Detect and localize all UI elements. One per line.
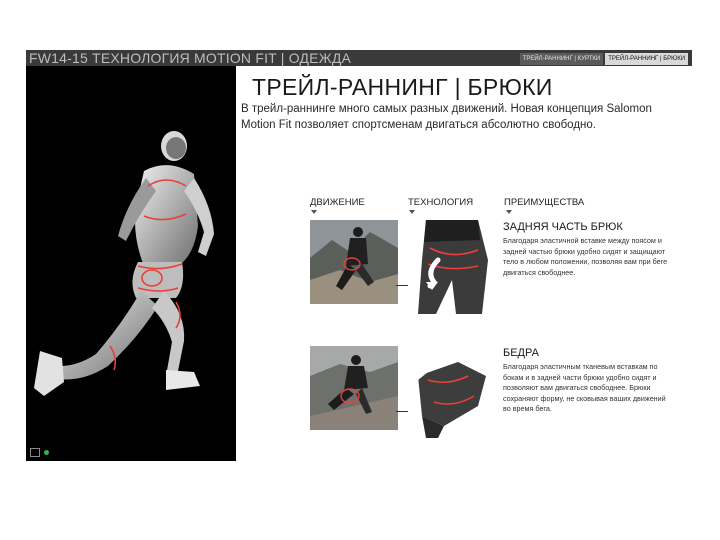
hips-section-title: БЕДРА — [503, 347, 539, 359]
movement-photo-hips — [310, 346, 398, 430]
chevron-down-icon — [311, 210, 317, 214]
hips-section-text: Благодаря эластичным тканевым вставкам по бокам и в задней части брюки удобно сидят и позволяют вам двигаться свободнее. Брюки сохраняют форму, не сковывая ваших движений во время бега. — [503, 362, 666, 413]
tab-jackets[interactable]: ТРЕЙЛ-РАННИНГ | КУРТКИ — [520, 53, 604, 65]
movement-photo-rear — [310, 220, 398, 304]
connector-line — [396, 411, 408, 412]
header-bar — [26, 50, 692, 66]
column-label-benefits: ПРЕИМУЩЕСТВА — [504, 197, 585, 208]
rear-section-text: Благодаря эластичной вставке между поясом и задней частью брюки удобно сидят и защищают тело в любом положении, позволяя вам при беге двигаться свободнее. — [503, 236, 668, 277]
rear-section-title: ЗАДНЯЯ ЧАСТЬ БРЮК — [503, 221, 623, 233]
tab-bar — [520, 53, 688, 65]
column-label-movement: ДВИЖЕНИЕ — [310, 197, 365, 208]
page-title: FW14-15 ТЕХНОЛОГИЯ MOTION FIT | ОДЕЖДА — [29, 50, 352, 66]
technology-photo-rear — [408, 220, 496, 314]
panel-controls — [30, 448, 49, 457]
monitor-icon[interactable] — [30, 448, 40, 457]
runner-illustration — [26, 66, 236, 461]
chevron-down-icon — [506, 210, 512, 214]
intro-text: В трейл-раннинге много самых разных движений. Новая концепция Salomon Motion Fit позволяет спортсменам двигаться абсолютно свободно. — [241, 103, 652, 131]
connector-line — [396, 285, 408, 286]
tab-pants[interactable]: ТРЕЙЛ-РАННИНГ | БРЮКИ — [605, 53, 688, 65]
technology-photo-hips — [408, 346, 496, 438]
column-label-technology: ТЕХНОЛОГИЯ — [408, 197, 474, 208]
runner-illustration-panel — [26, 66, 236, 461]
section-heading: ТРЕЙЛ-РАННИНГ | БРЮКИ — [252, 74, 553, 100]
chevron-down-icon — [409, 210, 415, 214]
status-dot-icon — [44, 450, 49, 455]
